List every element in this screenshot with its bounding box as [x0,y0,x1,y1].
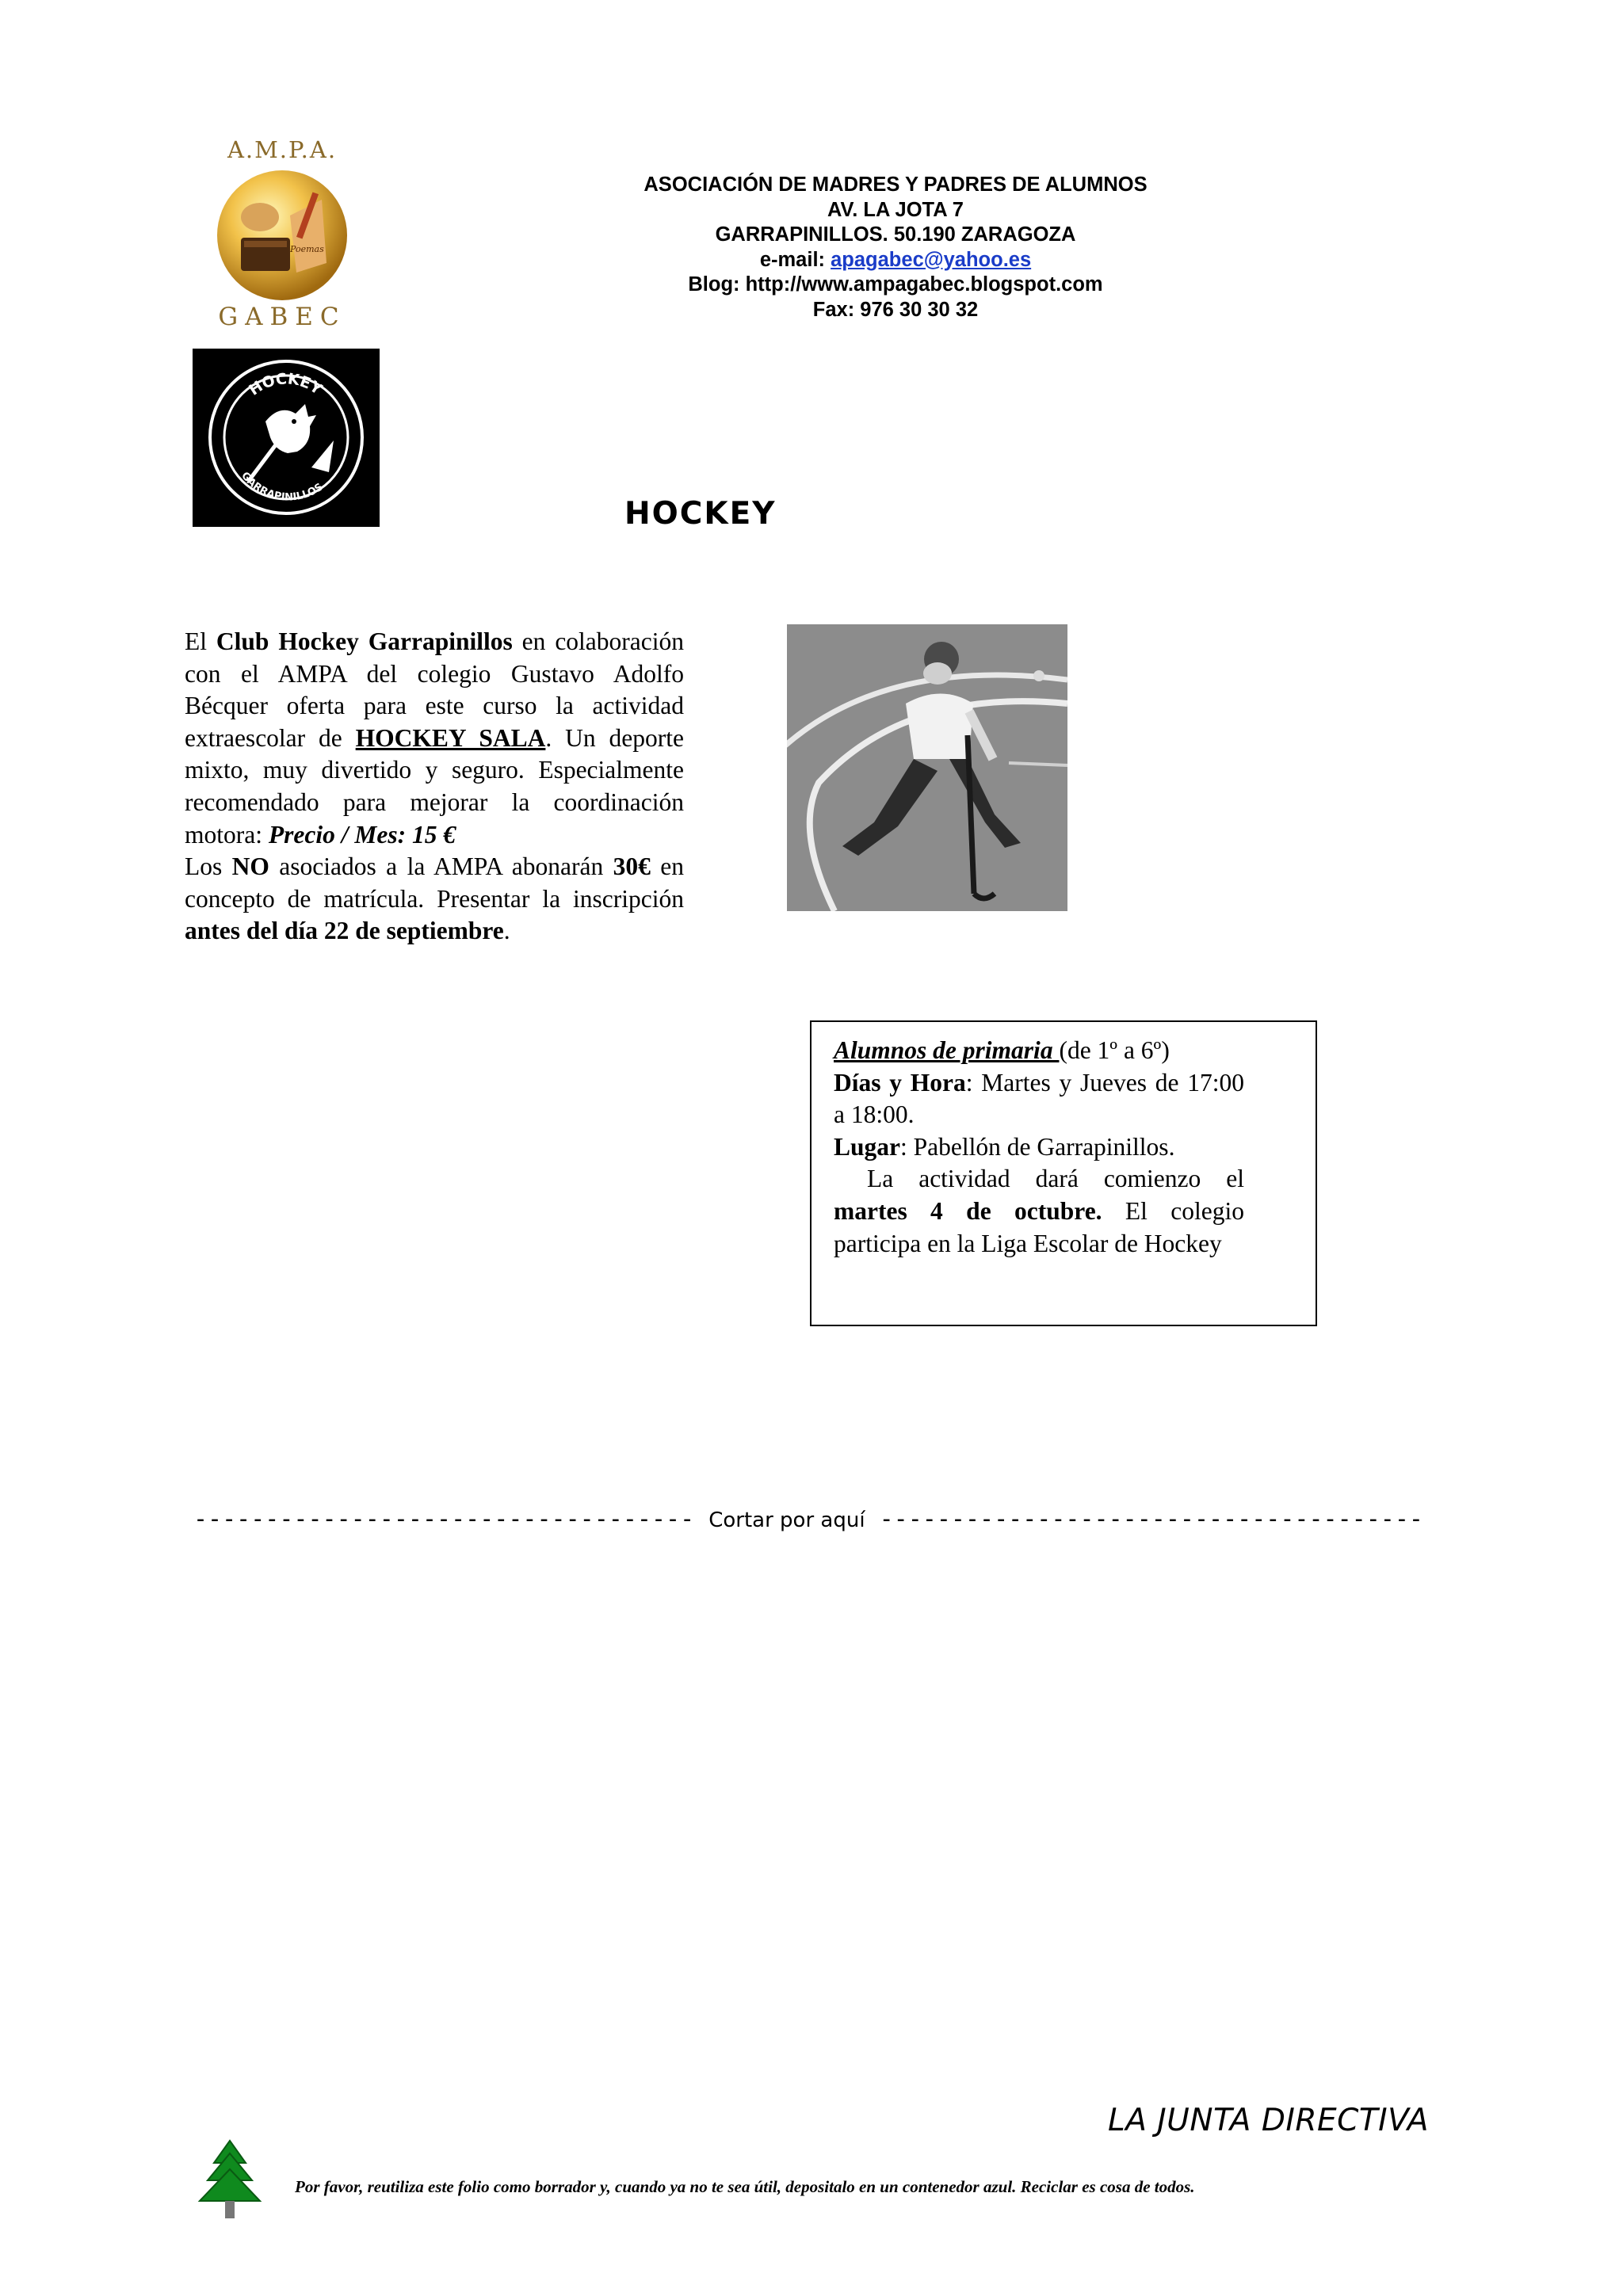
intro-text: . Un deporte mixto, muy divertido y seguro. Especialmente recomendado para mejorar la coordinación motora: [185,723,684,849]
page-title: HOCKEY [624,496,777,532]
ampa-emblem-icon [211,168,353,303]
intro-text-block-1 [185,626,684,851]
days-value: : Martes y Jueves de 17:00 a 18:00. [834,1068,1244,1129]
days-line [834,1067,1244,1131]
hockey-player-photo [787,624,1067,911]
activity-name: HOCKEY SALA [355,723,546,752]
place-label: Lugar [834,1132,901,1161]
intro-text: El [185,627,216,655]
association-fax: Fax: 976 30 30 32 [812,298,979,321]
hockey-logo-bottom-text: GARRAPINILLOS [239,470,326,504]
ampa-book-text: Poemas [290,244,324,254]
email-label: e-mail: [759,248,831,271]
students-label: Alumnos de primaria [834,1036,1060,1064]
intro-text: en colaboración con el AMPA del colegio Gustavo Adolfo Bécquer oferta para este curso la actividad extraescolar de [185,627,684,752]
signature: LA JUNTA DIRECTIVA [1108,2103,1429,2138]
intro-text-block-2 [185,851,684,948]
students-range: (de 1º a 6º) [1059,1036,1170,1064]
association-blog: Blog: http://www.ampagabec.blogspot.com [688,273,1103,296]
days-label: Días y Hora [834,1068,966,1097]
association-address: AV. LA JOTA 7 [827,198,964,221]
registration-fee: 30€ [613,852,651,881]
club-name: Club Hockey Garrapinillos [216,627,513,655]
start-text-tail: El colegio participa en la Liga Escolar de Hockey [834,1196,1244,1257]
recycling-note: Por favor, reutiliza este folio como borrador y, cuando ya no te sea útil, depositalo en un contenedor azul. Reciclar es cosa de todos. [295,2177,1195,2196]
association-name: ASOCIACIÓN DE MADRES Y PADRES DE ALUMNOS [643,174,1148,196]
cut-label: Cortar por aquí [708,1508,865,1532]
ampa-logo-bottom-text: GABEC [218,303,346,331]
hockey-club-logo [193,349,380,527]
intro-paragraph [185,626,684,948]
place-line [834,1131,1244,1164]
intro-text: . [503,917,510,945]
cut-line [193,1505,1423,1533]
pine-tree-icon [182,2139,277,2230]
hockey-logo-top-text: HOCKEY [246,370,326,399]
cut-dashes-left: ----------------------------------- [193,1505,695,1533]
schedule-info-text [834,1035,1244,1260]
deadline-text: antes del día 22 de septiembre [185,917,504,945]
intro-text: en concepto de matrícula. Presentar la inscripción [185,852,684,913]
start-line [834,1163,1244,1260]
price-text: Precio / Mes: 15 € [268,820,456,849]
start-text: La actividad dará comienzo el [867,1165,1244,1193]
intro-text: asociados a la AMPA abonarán [269,852,613,881]
cut-dashes-right: -------------------------------------- [879,1505,1423,1533]
schedule-info-box [810,1020,1317,1326]
association-city: GARRAPINILLOS. 50.190 ZARAGOZA [715,223,1076,246]
ampa-logo-top-text: A.M.P.A. [227,136,338,163]
association-email-line [555,248,1236,273]
place-value: : Pabellón de Garrapinillos. [900,1132,1175,1161]
email-link[interactable]: apagabec@yahoo.es [831,248,1032,271]
association-header [555,173,1236,322]
start-date: martes 4 de octubre. [834,1196,1102,1225]
students-line [834,1035,1244,1067]
ampa-gabec-logo [187,136,377,334]
no-emphasis: NO [231,852,269,881]
hockey-dragon-emblem-icon [193,349,380,527]
intro-text: Los [185,852,232,881]
